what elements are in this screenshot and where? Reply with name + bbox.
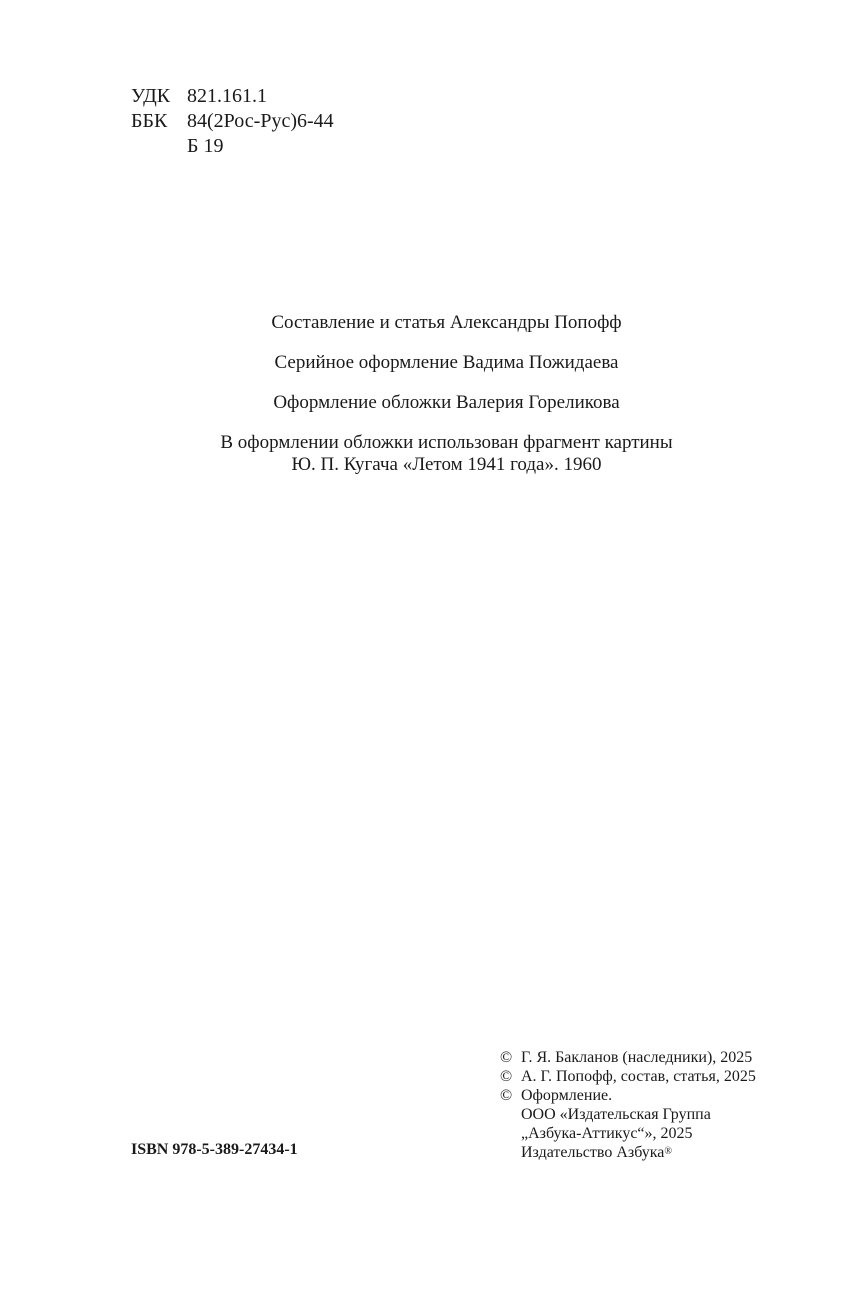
udk-value: 821.161.1 [187, 85, 267, 107]
series-design-credit: Серийное оформление Вадима Пожидаева [274, 352, 619, 373]
isbn: ISBN 978-5-389-27434-1 [131, 1141, 298, 1158]
author-mark-row [131, 134, 334, 159]
copyright-compiler: А. Г. Попофф, состав, статья, 2025 [521, 1068, 756, 1085]
copyright-icon: © [500, 1068, 513, 1085]
classification-block [131, 84, 334, 159]
copyright-design: Оформление. [521, 1087, 613, 1104]
author-mark: Б 19 [187, 135, 224, 157]
imprint-name: Издательство Азбука [521, 1144, 665, 1161]
publisher-line: „Азбука-Аттикус“», 2025 [521, 1125, 693, 1142]
compilation-credit: Составление и статья Александры Попофф [271, 312, 622, 333]
copyright-line [500, 1067, 756, 1086]
cover-art-line-2: Ю. П. Кугача «Летом 1941 года». 1960 [291, 454, 602, 475]
copyright-icon: © [500, 1049, 513, 1066]
bbk-row [131, 109, 334, 134]
publisher-line: ООО «Издательская Группа [521, 1106, 711, 1123]
bbk-label: ББК [131, 110, 168, 132]
credits-block [0, 312, 856, 494]
copyright-block [500, 1048, 756, 1162]
copyright-line [500, 1048, 756, 1067]
udk-label: УДК [131, 85, 171, 107]
bbk-value: 84(2Рос-Рус)6-44 [187, 110, 334, 132]
cover-design-credit: Оформление обложки Валерия Гореликова [273, 392, 620, 413]
copyright-authors: Г. Я. Бакланов (наследники), 2025 [521, 1049, 753, 1066]
copyright-icon: © [500, 1087, 513, 1104]
cover-art-line-1: В оформлении обложки использован фрагмент картины [220, 432, 673, 453]
udk-row [131, 84, 334, 109]
cover-art-credit [0, 432, 856, 476]
publisher-imprint [500, 1143, 756, 1162]
registered-mark-icon: ® [664, 1146, 672, 1157]
copyright-line [500, 1086, 756, 1105]
